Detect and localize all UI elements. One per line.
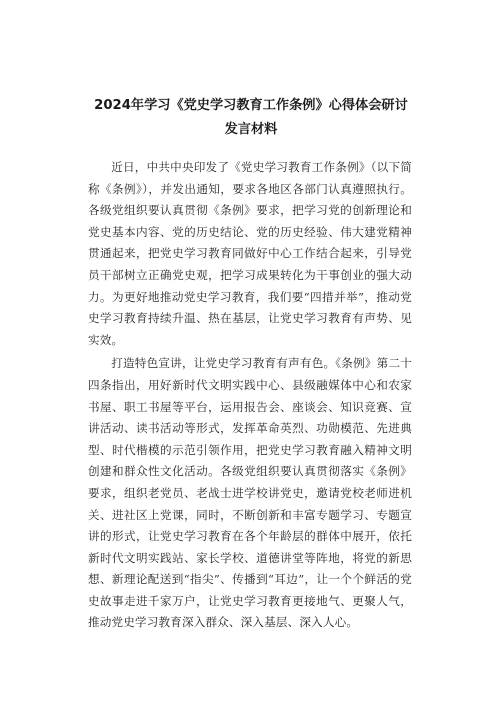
- paragraph-featured-lectures: 打造特色宣讲，让党史学习教育有声有色。《条例》第二十四条指出，用好新时代文明实践中心、县级融媒体中心和农家书屋、职工书屋等平台，运用报告会、座谈会、知识竞赛、宣讲活动、读书活动等形式，发挥革命英烈、功勋模范、先进典型、时代楷模的示范引领作用，把党史学习教育融入精神文明创建和群众性文化活动。各级党组织要认真贯彻落实《条例》要求，组织老党员、老战士进学校讲党史，邀请党校老师进机关、进社区上党课，同时，不断创新和丰富专题学习、专题宣讲的形式，让党史学习教育在各个年龄层的群体中展开，依托新时代文明实践站、家长学校、道德讲堂等阵地，将党的新思想、新理论配送到“指尖”、传播到“耳边”，让一个个鲜活的党史故事走进千家万户，让党史学习教育更接地气、更聚人气，推动党史学习教育深入群众、深入基层、深入人心。: [88, 356, 412, 630]
- document-title: 2024年学习《党史学习教育工作条例》心得体会研讨发言材料: [94, 98, 408, 137]
- paragraph-intro: 近日，中共中央印发了《党史学习教育工作条例》（以下简称《条例》），并发出通知，要求各地区各部门认真遵照执行。各级党组织要认真贯彻《条例》要求，把学习党的创新理论和党史基本内容、党的历史结论、党的历史经验、伟大建党精神贯通起来，把党史学习教育同做好中心工作结合起来，引导党员干部树立正确党史观，把学习成果转化为干事创业的强大动力。为更好地推动党史学习教育，我们要“四措并举”，推动党史学习教育持续升温、热在基层，让党史学习教育有声势、见实效。: [88, 160, 412, 347]
- document-body: [88, 157, 412, 636]
